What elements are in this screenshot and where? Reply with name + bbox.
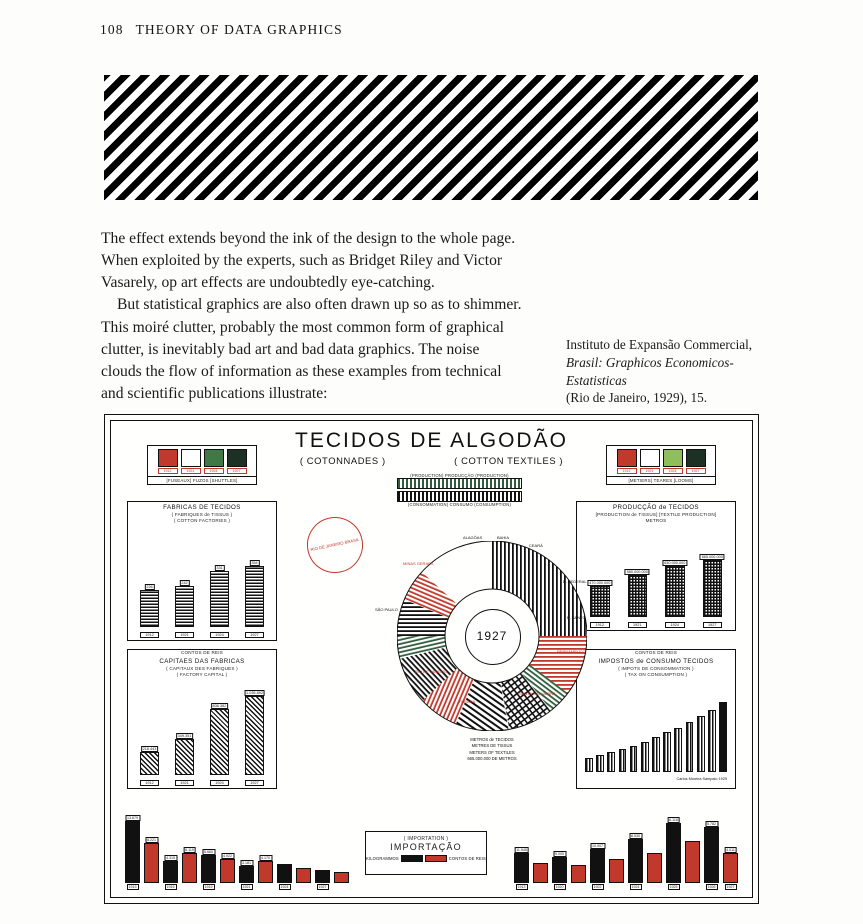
looms-caption: [METIERS] TEARES [LOOMS] (607, 476, 715, 483)
donut-label: SÃO PAULO (375, 607, 398, 612)
capital-unit: CONTOS DE REIS (180, 650, 224, 655)
body-text-column (101, 228, 523, 405)
swatch-label: 1927 (686, 468, 706, 474)
capital-sub-1: ( CAPITAUX DES FABRIQUES ) (166, 666, 238, 672)
bar (607, 752, 615, 772)
bar (674, 728, 682, 772)
donut-label: SANTA CATHARINA (519, 691, 556, 696)
margin-note-line-2: Brasil: Graphicos Economicos-Estatisticas (566, 354, 734, 388)
factories-panel (127, 501, 277, 641)
bar (697, 716, 705, 772)
figure-plate (104, 414, 759, 904)
institute-stamp (302, 512, 368, 578)
tax-unit: CONTOS DE REIS (634, 650, 678, 655)
donut-label: BAHIA (497, 535, 510, 540)
bar: 4.315 1915 (163, 861, 178, 883)
bar: 331 (210, 571, 228, 627)
production-bar (397, 478, 522, 489)
swatch-label: 1924 (663, 468, 683, 474)
bar (334, 872, 349, 883)
donut-footnote: 665.000.000 DE METROS (467, 755, 517, 761)
bar (685, 841, 700, 883)
donut-caption (397, 737, 587, 762)
donut-label: PARANÁ (459, 699, 476, 704)
bar (609, 859, 624, 883)
body-paragraph-1: The effect extends beyond the ink of the design to the whole page. When exploited by the experts, such as Bridget Riley and Victor Vasarely, op art effects are undoubtedly eye-catching. (101, 230, 516, 292)
bar: 630.000.000 (665, 566, 685, 617)
donut-label: D. FEDERAL (563, 579, 587, 584)
bar (533, 863, 548, 883)
swatch-1921 (640, 449, 660, 467)
swatch-label: 1912 (158, 468, 178, 474)
bar: 6.119 (182, 853, 197, 883)
bar: 11.545 1913 (514, 853, 529, 883)
factories-year-labels: 1912 1921 1924 1927 (132, 632, 272, 638)
capital-bars (132, 690, 272, 775)
swatch-label: 1921 (181, 468, 201, 474)
bar: 8.221 (144, 843, 159, 883)
bar: 1927 (315, 870, 330, 883)
donut-caption-line-3: METERS OF TEXTILES (469, 749, 515, 755)
production-label: (PRODUCTION) PRODUCÇÃO (PRODUCTION) (410, 473, 509, 478)
import-bars-right (514, 818, 738, 889)
swatch-label: 1921 (640, 468, 660, 474)
swatch-1921 (181, 449, 201, 467)
bar (641, 742, 649, 772)
looms-swatches (607, 446, 715, 467)
bar (571, 865, 586, 883)
bar (686, 722, 694, 772)
consumption-tax-panel (576, 649, 736, 789)
bar (708, 710, 716, 772)
bar: 13.679 1913 (127, 816, 138, 889)
bar: 580.000.000 (628, 575, 648, 617)
swatch-label: 1924 (204, 468, 224, 474)
body-paragraph-2: But statistical graphics are also often drawn up so as to shimmer. This moiré clutter, probably the most common form of graphical clutter, is inevitably bad art and bad data graphics. The noise clouds the flow of information as these examples from technical and scientific publications illustrate: (101, 296, 522, 402)
importation-legend (365, 831, 487, 875)
donut-label: ALAGÔAS (463, 535, 483, 540)
importation-key-right-label: CONTOS DE REIS (448, 856, 486, 861)
capital-year-labels: 1912 1921 1924 1927 (132, 780, 272, 786)
shuttles-caption: [FUSEAUX] FUZOS [SHUTTLES] (148, 476, 256, 483)
textile-production-year-labels: 1912 1921 1924 1927 (581, 622, 731, 628)
bar: 836.382 (210, 709, 228, 775)
production-consumption-block (397, 473, 522, 507)
donut-chart (375, 535, 587, 791)
factories-sub-2: ( COTTON FACTORIES ) (173, 518, 231, 524)
swatch-1924 (663, 449, 683, 467)
shuttles-swatch-panel (147, 445, 257, 485)
bar: 4.170 (258, 861, 273, 883)
margin-note-line-1: Instituto de Expansão Commercial, (566, 337, 753, 352)
margin-note (566, 336, 776, 407)
bar (619, 749, 627, 772)
shuttles-swatch-labels (148, 468, 256, 474)
textile-production-sub: [PRODUCTION de TISSUS] [TEXTILE PRODUCTION] (595, 512, 717, 518)
capital-title: CAPITAES DAS FABRICAS (159, 657, 245, 665)
textile-production-unit: METROS (645, 518, 667, 524)
bar: 10.907 1922 (592, 844, 603, 889)
bar: 4.922 (220, 859, 235, 883)
moire-stripe-figure (104, 75, 758, 200)
bar: 4.011 1927 (723, 853, 738, 883)
plate-subtitle-right: ( COTTON TEXTILES ) (454, 455, 564, 466)
bar: 665.000.000 (703, 560, 723, 617)
swatch-1927 (686, 449, 706, 467)
capital-panel (127, 649, 277, 789)
shuttles-swatches (148, 446, 256, 467)
looms-swatch-panel (606, 445, 716, 485)
bar: 8.530 1924 (628, 839, 643, 883)
donut-label: PERNAMBUCO (557, 649, 586, 654)
stamp-center-text: RIO DE JANEIRO BRASIL (310, 537, 360, 553)
donut-label: E. SANTO (567, 615, 586, 620)
tax-bars (581, 696, 731, 772)
swatch-label: 1927 (227, 468, 247, 474)
donut-ring (375, 535, 587, 731)
running-head (100, 22, 343, 38)
importation-line-1: ( IMPORTATION ) (403, 836, 449, 842)
bar: 1924 (277, 864, 292, 883)
swatch-1927 (227, 449, 247, 467)
importation-key-swatch-dark (401, 855, 423, 862)
page-folio: 108 (100, 22, 124, 37)
bar (719, 702, 727, 772)
bar: 226 (140, 590, 158, 627)
swatch-label: 1912 (617, 468, 637, 474)
factories-sub-1: ( FABRIQUES de TISSUS ) (171, 512, 233, 518)
consumption-label: (CONSOMMATION) CONSUMO (CONSUMPTION) (407, 502, 512, 507)
importation-key (366, 855, 486, 862)
tax-sub-1: ( IMPOTS DE CONSOMMATION ) (618, 666, 694, 672)
factories-bars (132, 542, 272, 627)
donut-caption-line-2: METRES DE TISSUS (471, 743, 513, 749)
tax-sub-2: ( TAX ON CONSUMPTION ) (624, 672, 688, 678)
factories-title: FABRICAS DE TECIDOS (163, 504, 241, 511)
plate-signature: Carlos Moreira Sampaio 1929 (676, 777, 727, 782)
textile-production-bars (581, 542, 731, 617)
bar: 242 (175, 586, 193, 627)
bar (652, 737, 660, 772)
running-head-title: THEORY OF DATA GRAPHICS (135, 22, 343, 37)
bar (647, 853, 662, 883)
textile-production-title: PRODUCÇÃO de TECIDOS (613, 504, 699, 511)
bar (296, 868, 311, 883)
tax-title: IMPOSTOS de CONSUMO TECIDOS (598, 657, 714, 665)
bar: 1.035.892 (245, 696, 263, 775)
bar: 5.782 1926 (704, 827, 719, 883)
donut-label: MINAS GERAES (403, 561, 434, 566)
importation-line-2: IMPORTAÇÃO (390, 842, 462, 852)
bar (596, 755, 604, 772)
swatch-1924 (204, 449, 224, 467)
bar: 9.005 1920 (552, 857, 567, 883)
bar: 354 (245, 566, 263, 627)
importation-key-swatch-red (425, 855, 447, 862)
swatch-1912 (158, 449, 178, 467)
donut-label: RIO DE JANEIRO (415, 669, 448, 674)
bar (663, 732, 671, 772)
bar: 349.351 (175, 739, 193, 775)
bar (630, 746, 638, 772)
bar: 470.000.000 (590, 586, 610, 618)
bar: 3.181 1921 (239, 866, 254, 883)
donut-caption-line-1: METROS de TECIDOS (470, 737, 514, 742)
figure-plate-inner (110, 420, 753, 898)
textile-production-panel (576, 501, 736, 631)
bar: 218.443 (140, 752, 158, 775)
looms-swatch-labels (607, 468, 715, 474)
margin-note-line-3: (Rio de Janeiro, 1929), 15. (566, 390, 708, 406)
plate-subtitle-left: ( COTONNADES ) (299, 455, 386, 466)
importation-key-left-label: KILOGRAMMOS (366, 856, 399, 861)
donut-center-year: 1927 (476, 629, 508, 643)
plate-title: TECIDOS DE ALGODÃO (295, 429, 568, 452)
capital-sub-2: ( FACTORY CAPITAL ) (176, 672, 228, 678)
donut-label: CEARÁ (529, 543, 543, 548)
consumption-bar (397, 491, 522, 502)
import-bars-left (125, 816, 349, 889)
bar: 6.118 1925 (666, 823, 681, 883)
bar: 5.660 1919 (201, 855, 216, 883)
swatch-1912 (617, 449, 637, 467)
